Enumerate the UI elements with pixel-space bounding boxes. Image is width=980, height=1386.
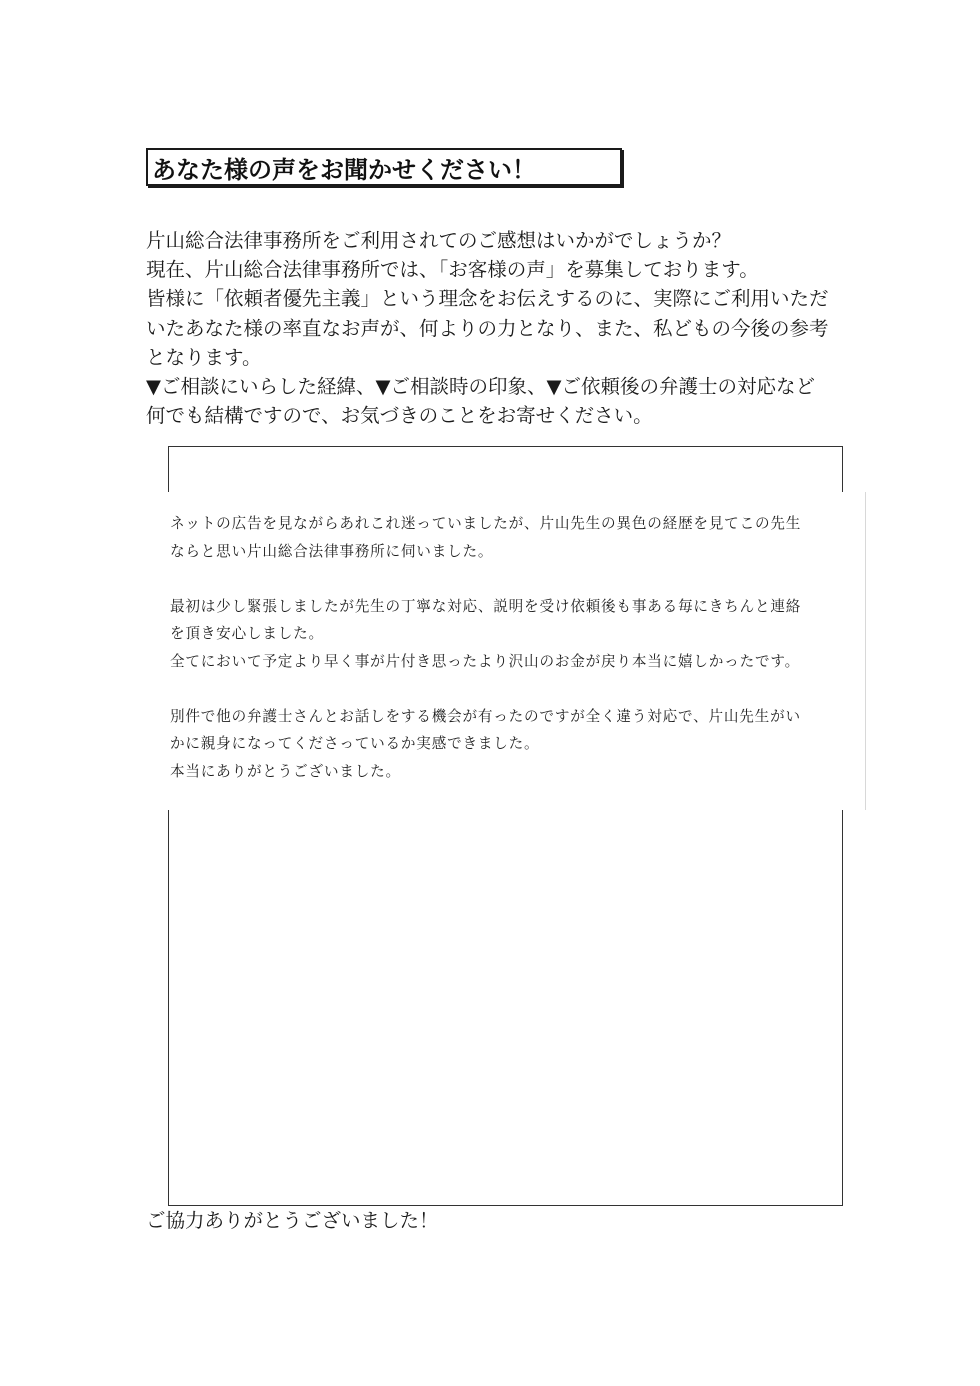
intro-line: ▼ご相談にいらした経緯、▼ご相談時の印象、▼ご依頼後の弁護士の対応など — [146, 375, 815, 399]
intro-line: いたあなた様の率直なお声が、何よりの力となり、また、私どもの今後の参考 — [146, 316, 829, 340]
comment-line: を頂き安心しました。 — [170, 625, 324, 642]
comment-line: 最初は少し緊張しましたが先生の丁寧な対応、説明を受け依頼後も事ある毎にきちんと連絡 — [170, 597, 802, 615]
intro-line: となります。 — [146, 345, 262, 369]
comment-line: 本当にありがとうございました。 — [170, 762, 401, 780]
intro-line: 皆様に「依頼者優先主義」という理念をお伝えするのに、実際にご利用いただ — [146, 287, 829, 311]
title-box — [146, 148, 622, 186]
intro-line: 何でも結構ですので、お気づきのことをお寄せください。 — [146, 404, 653, 428]
intro-text — [146, 226, 866, 430]
comment-line: 全てにおいて予定より早く事が片付き思ったより沢山のお金が戻り本当に嬉しかったです。 — [170, 652, 800, 670]
thanks-message: ご協力ありがとうございました！ — [146, 1209, 439, 1232]
comment-line: ネットの広告を見ながらあれこれ迷っていましたが、片山先生の異色の経歴を見てこの先生 — [170, 515, 802, 532]
customer-comment — [170, 510, 860, 785]
page-title: あなた様の声をお聞かせください！ — [152, 155, 536, 184]
comment-line: かに親身になってくださっているか実感できました。 — [170, 735, 540, 752]
intro-line: 現在、片山総合法律事務所では、「お客様の声」を募集しております。 — [146, 258, 759, 282]
intro-line: 片山総合法律事務所をご利用されてのご感想はいかがでしょうか？ — [146, 229, 732, 252]
paragraph-gap — [170, 565, 860, 593]
paragraph-gap — [170, 675, 860, 703]
comment-line: ならと思い片山総合法律事務所に伺いました。 — [170, 542, 494, 560]
comment-line: 別件で他の弁護士さんとお話しをする機会が有ったのですが全く違う対応で、片山先生がい — [170, 707, 801, 725]
